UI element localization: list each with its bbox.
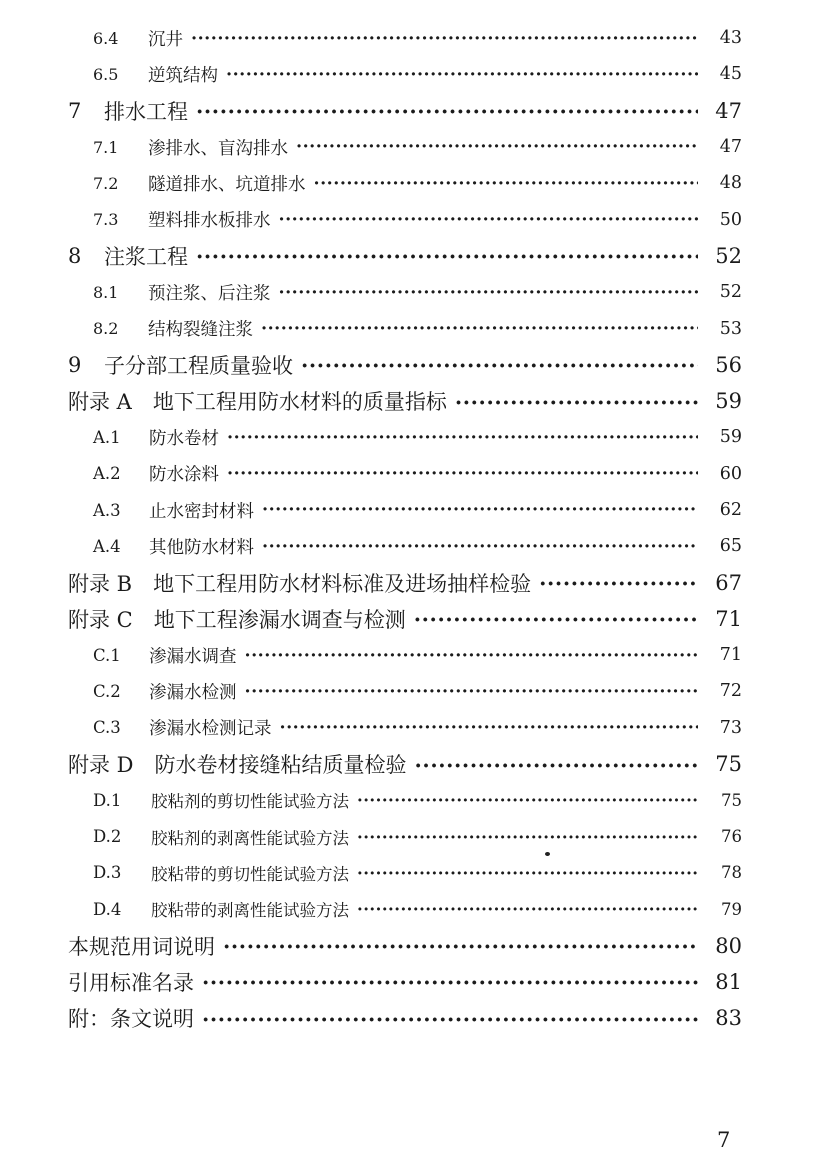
toc-entry[interactable]: [0, 201, 827, 237]
dot-leader: [357, 828, 698, 845]
toc-entry-number: 7.3: [93, 210, 119, 230]
toc-entry-page: 43: [719, 28, 742, 49]
toc-entry-number: A.4: [93, 536, 121, 556]
toc-entry-page: 71: [719, 645, 742, 666]
toc-entry-page: 65: [719, 536, 742, 557]
toc-entry[interactable]: [0, 673, 827, 709]
toc-entry-number: C.2: [93, 681, 121, 701]
toc-entry[interactable]: [0, 56, 827, 92]
toc-entry-title: 附录 A 地下工程用防水材料的质量指标: [68, 390, 447, 415]
dot-leader: [415, 754, 698, 775]
dot-leader: [280, 719, 699, 737]
toc-entry-page: 72: [719, 681, 742, 702]
toc-entry-page: 56: [715, 352, 742, 377]
toc-entry-title: 沉井: [148, 29, 183, 50]
toc-entry-number: C.1: [93, 645, 121, 665]
toc-entry-title: 附：条文说明: [68, 1007, 194, 1032]
toc-entry-title: 防水卷材: [149, 428, 219, 449]
toc-entry-title: 胶粘剂的剪切性能试验方法: [151, 792, 349, 812]
toc-entry-title: 附录 B 地下工程用防水材料标准及进场抽样检验: [68, 571, 532, 596]
toc-entry-title: 塑料排水板排水: [148, 211, 271, 232]
toc-entry-number: 7.2: [93, 173, 119, 193]
toc-entry-page: 73: [719, 717, 742, 738]
toc-entry-page: 47: [715, 98, 742, 123]
toc-entry[interactable]: [0, 782, 827, 818]
toc-entry-title: 子分部工程质量验收: [104, 353, 293, 378]
toc-entry[interactable]: [0, 20, 827, 56]
toc-entry[interactable]: [0, 710, 827, 746]
toc-entry-number: A.3: [93, 500, 121, 520]
dot-leader: [202, 971, 698, 992]
toc-entry-title: 排水工程: [104, 99, 188, 124]
toc-entry-title: 渗漏水调查: [149, 646, 237, 667]
toc-entry[interactable]: [0, 927, 827, 963]
toc-entry[interactable]: [0, 93, 827, 129]
dot-leader: [262, 501, 698, 519]
toc-entry-number: A.2: [93, 464, 121, 484]
toc-entry-page: 52: [719, 282, 742, 303]
toc-entry[interactable]: [0, 819, 827, 855]
dot-leader: [227, 429, 698, 447]
toc-entry-title: 引用标准名录: [68, 970, 194, 995]
toc-entry-title: 渗排水、盲沟排水: [148, 138, 288, 159]
toc-entry-number: 9: [68, 352, 82, 377]
toc-entry-title: 渗漏水检测: [149, 682, 237, 703]
toc-entry-page: 52: [715, 243, 742, 268]
dot-leader: [245, 646, 699, 664]
toc-entry-title: 其他防水材料: [149, 537, 254, 558]
toc-entry-page: 59: [719, 427, 742, 448]
dot-leader: [227, 465, 698, 483]
dot-leader: [245, 683, 699, 701]
toc-entry-number: 8: [68, 243, 82, 268]
toc-entry[interactable]: [0, 347, 827, 383]
toc-entry[interactable]: [0, 855, 827, 891]
dot-leader: [223, 935, 698, 956]
table-of-contents: [0, 20, 827, 1036]
dot-leader: [314, 175, 699, 193]
toc-entry-number: 8.2: [93, 319, 119, 339]
scan-speck: [545, 852, 550, 856]
toc-entry-number: 7: [68, 98, 82, 123]
toc-entry-title: 逆筑结构: [148, 65, 218, 86]
toc-entry-title: 注浆工程: [104, 244, 188, 269]
dot-leader: [279, 283, 699, 301]
toc-entry-page: 59: [715, 389, 742, 414]
toc-entry-title: 附录 C 地下工程渗漏水调查与检测: [68, 607, 406, 632]
toc-entry-number: D.2: [93, 827, 122, 847]
toc-entry[interactable]: [0, 310, 827, 346]
toc-entry-page: 81: [715, 969, 742, 994]
toc-entry-title: 结构裂缝注浆: [148, 320, 253, 341]
toc-entry-page: 47: [719, 137, 742, 158]
toc-entry-page: 76: [721, 827, 742, 847]
toc-entry[interactable]: [0, 891, 827, 927]
toc-entry-page: 50: [719, 209, 742, 230]
dot-leader: [296, 138, 698, 156]
toc-entry[interactable]: [0, 129, 827, 165]
toc-entry-page: 60: [719, 463, 742, 484]
toc-entry-number: A.1: [93, 427, 121, 447]
dot-leader: [196, 245, 698, 266]
dot-leader: [357, 901, 698, 918]
dot-leader: [357, 865, 698, 882]
toc-entry-title: 胶粘带的剪切性能试验方法: [151, 864, 349, 884]
dot-leader: [279, 211, 699, 229]
toc-entry-title: 胶粘剂的剥离性能试验方法: [151, 828, 349, 848]
toc-entry-page: 48: [719, 173, 742, 194]
toc-entry-title: 本规范用词说明: [68, 934, 215, 959]
toc-entry-number: 6.5: [93, 64, 119, 84]
toc-entry[interactable]: [0, 637, 827, 673]
toc-entry[interactable]: [0, 528, 827, 564]
toc-entry-number: D.3: [93, 863, 122, 883]
dot-leader: [196, 100, 698, 121]
toc-entry[interactable]: [0, 238, 827, 274]
toc-entry-page: 79: [721, 899, 742, 919]
toc-entry-page: 53: [719, 318, 742, 339]
dot-leader: [261, 320, 698, 338]
toc-entry[interactable]: [0, 746, 827, 782]
toc-entry-number: 8.1: [93, 282, 119, 302]
dot-leader: [191, 29, 698, 47]
toc-entry[interactable]: [0, 1000, 827, 1036]
toc-entry-number: C.3: [93, 718, 121, 738]
toc-entry[interactable]: [0, 564, 827, 600]
page-number: 7: [717, 1128, 731, 1152]
dot-leader: [262, 538, 698, 556]
toc-entry[interactable]: [0, 383, 827, 419]
toc-entry-page: 45: [719, 64, 742, 85]
toc-entry[interactable]: [0, 419, 827, 455]
toc-entry-page: 62: [719, 500, 742, 520]
toc-entry-title: 渗漏水检测记录: [149, 719, 272, 740]
dot-leader: [226, 66, 698, 84]
toc-entry-title: 预注浆、后注浆: [148, 283, 271, 304]
toc-entry-page: 83: [715, 1006, 742, 1031]
toc-entry[interactable]: [0, 492, 827, 528]
toc-entry-number: 7.1: [93, 137, 119, 157]
toc-entry-number: 6.4: [93, 28, 119, 48]
toc-entry-page: 67: [715, 570, 742, 595]
dot-leader: [539, 572, 698, 593]
toc-entry-page: 71: [715, 606, 742, 631]
toc-entry-title: 止水密封材料: [149, 501, 254, 522]
dot-leader: [202, 1008, 698, 1029]
toc-entry-title: 隧道排水、坑道排水: [148, 174, 306, 195]
toc-entry-number: D.1: [93, 790, 122, 810]
toc-entry[interactable]: [0, 274, 827, 310]
dot-leader: [455, 391, 698, 412]
toc-entry-title: 胶粘带的剥离性能试验方法: [151, 901, 349, 921]
toc-entry-title: 附录 D 防水卷材接缝粘结质量检验: [68, 753, 407, 778]
toc-entry[interactable]: [0, 964, 827, 1000]
dot-leader: [301, 354, 698, 375]
toc-entry[interactable]: [0, 165, 827, 201]
toc-entry-number: D.4: [93, 899, 122, 919]
toc-entry[interactable]: [0, 456, 827, 492]
toc-entry[interactable]: [0, 601, 827, 637]
toc-entry-title: 防水涂料: [149, 465, 219, 486]
toc-entry-page: 80: [715, 933, 742, 958]
toc-entry-page: 75: [715, 752, 742, 777]
toc-entry-page: 78: [721, 863, 742, 883]
dot-leader: [357, 792, 698, 809]
toc-entry-page: 75: [721, 790, 742, 810]
dot-leader: [414, 608, 698, 629]
